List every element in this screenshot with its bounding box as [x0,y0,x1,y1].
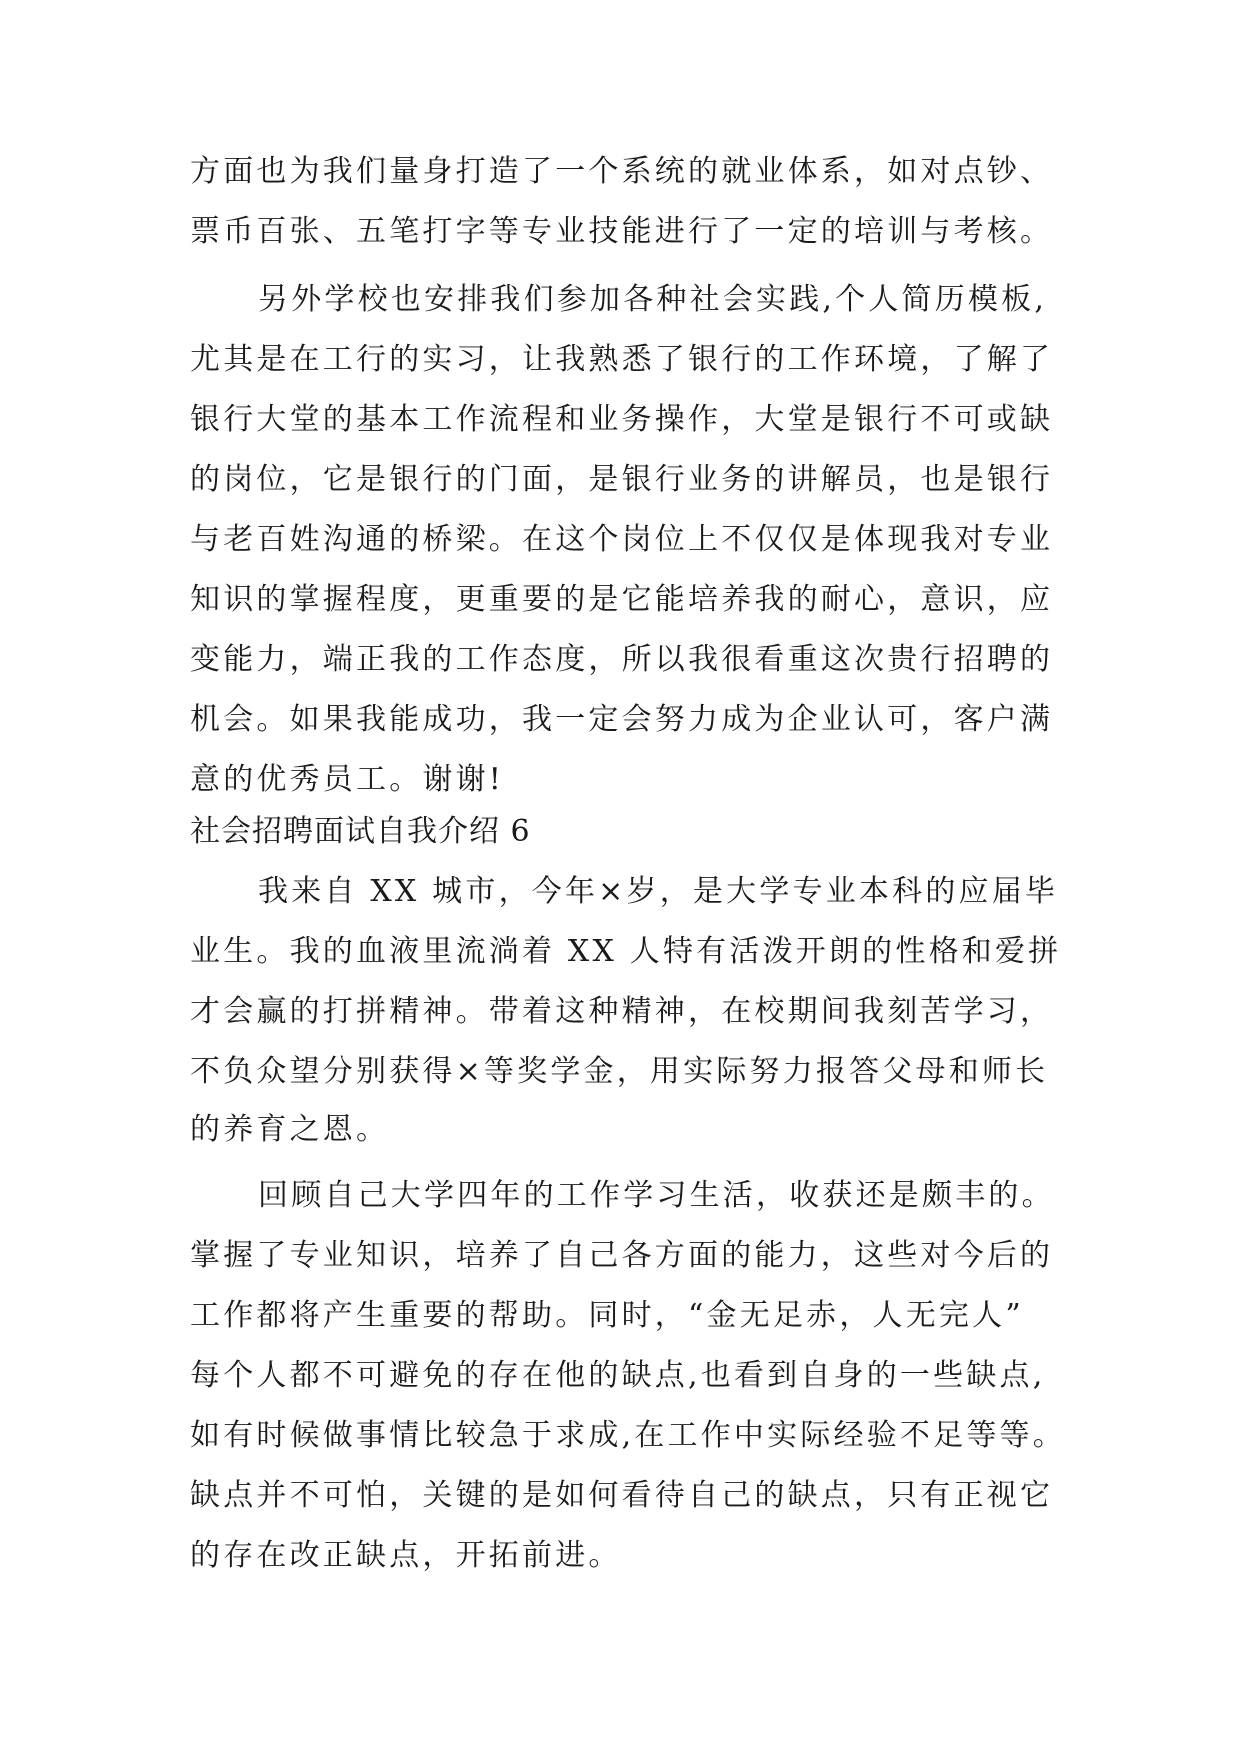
text-line: 缺点并不可怕，关键的是如何看待自己的缺点，只有正视它 [190,1478,1054,1513]
text-line: 不负众望分别获得×等奖学金，用实际努力报答父母和师长 [190,1054,1049,1089]
text-line: 意的优秀员工。谢谢! [190,762,505,797]
text-line: 银行大堂的基本工作流程和业务操作，大堂是银行不可或缺 [190,402,1054,437]
text-line: 知识的掌握程度，更重要的是它能培养我的耐心，意识，应 [190,582,1054,617]
section-heading: 社会招聘面试自我介绍 6 [190,814,531,849]
text-line: 我来自 XX 城市，今年×岁，是大学专业本科的应届毕 [258,874,1059,909]
text-line: 方面也为我们量身打造了一个系统的就业体系，如对点钞、 [190,154,1054,189]
text-line: 尤其是在工行的实习，让我熟悉了银行的工作环境，了解了 [190,342,1054,377]
text-line: 变能力，端正我的工作态度，所以我很看重这次贵行招聘的 [190,642,1054,677]
text-line: 掌握了专业知识，培养了自己各方面的能力，这些对今后的 [190,1238,1054,1273]
text-line: 每个人都不可避免的存在他的缺点,也看到自身的一些缺点, [190,1358,1046,1393]
text-line: 另外学校也安排我们参加各种社会实践,个人简历模板, [258,282,1048,317]
text-line: 工作都将产生重要的帮助。同时，“金无足赤，人无完人” [190,1298,1024,1333]
text-line: 才会赢的打拼精神。带着这种精神，在校期间我刻苦学习， [190,994,1054,1029]
text-line: 回顾自己大学四年的工作学习生活，收获还是颇丰的。 [258,1178,1055,1213]
text-line: 票币百张、五笔打字等专业技能进行了一定的培训与考核。 [190,214,1054,249]
text-line: 如有时候做事情比较急于求成,在工作中实际经验不足等等。 [190,1418,1066,1453]
text-line: 业生。我的血液里流淌着 XX 人特有活泼开朗的性格和爱拼 [190,934,1062,969]
text-line: 与老百姓沟通的桥梁。在这个岗位上不仅仅是体现我对专业 [190,522,1054,557]
text-line: 的存在改正缺点，开拓前进。 [190,1538,622,1573]
text-line: 机会。如果我能成功，我一定会努力成为企业认可，客户满 [190,702,1054,737]
text-line: 的养育之恩。 [190,1112,390,1147]
text-line: 的岗位，它是银行的门面，是银行业务的讲解员，也是银行 [190,462,1054,497]
